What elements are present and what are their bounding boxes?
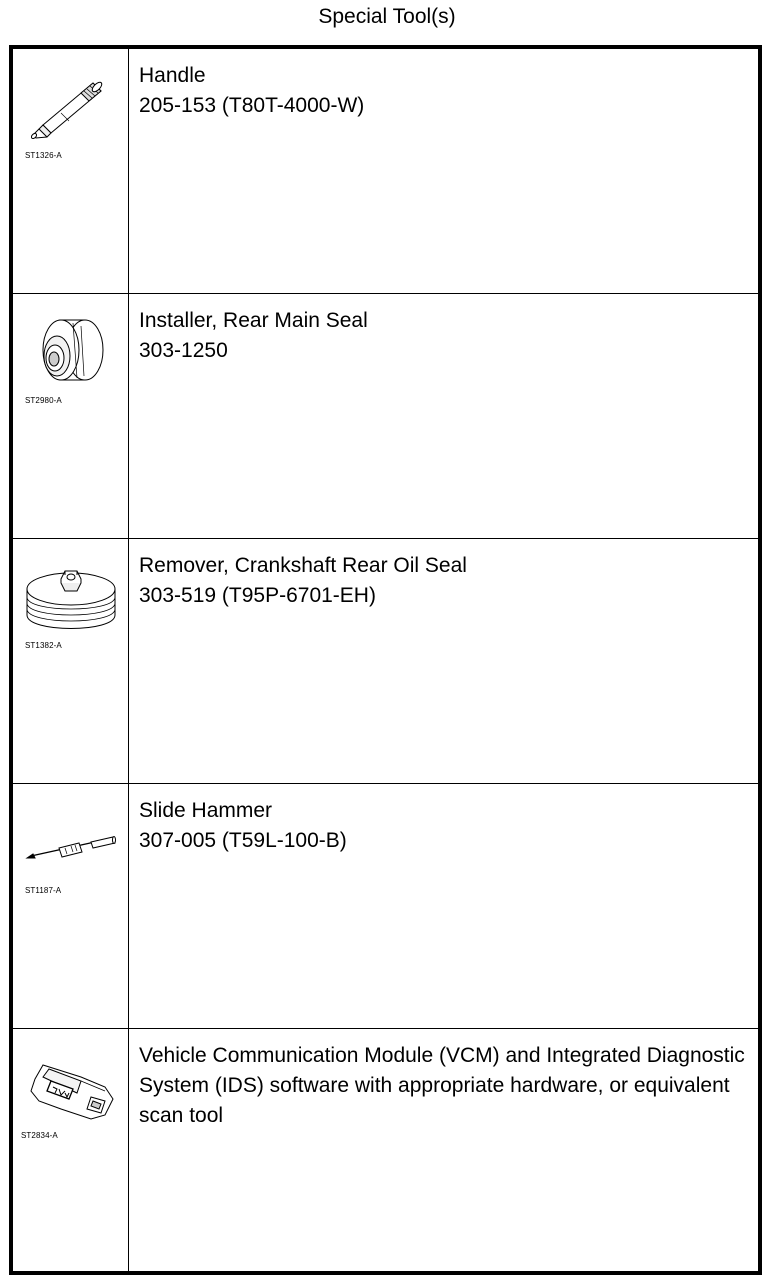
tool-name: Slide Hammer — [139, 799, 273, 822]
special-tools-table — [9, 45, 762, 1275]
tool-description — [139, 1041, 749, 1131]
table-row — [13, 784, 758, 1029]
tool-number: 303-1250 — [139, 339, 228, 362]
tool-description — [139, 551, 749, 611]
tool-name: Remover, Crankshaft Rear Oil Seal — [139, 554, 467, 577]
tool-image-cell — [13, 49, 129, 293]
slide-hammer-icon — [21, 798, 121, 888]
tool-image-code: ST1326-A — [25, 151, 62, 160]
tool-image-cell — [13, 294, 129, 538]
seal-installer-icon — [21, 308, 121, 398]
vcm-module-icon — [21, 1043, 121, 1133]
seal-remover-icon — [21, 553, 121, 643]
table-row — [13, 49, 758, 294]
handle-icon — [21, 63, 121, 153]
tool-image-cell — [13, 539, 129, 783]
tool-description — [139, 796, 749, 856]
tool-description — [139, 306, 749, 366]
tool-number: 303-519 (T95P-6701-EH) — [139, 584, 376, 607]
tool-name: Installer, Rear Main Seal — [139, 309, 368, 332]
table-row — [13, 294, 758, 539]
tool-image-code: ST1187-A — [25, 886, 62, 895]
tool-image-code: ST1382-A — [25, 641, 62, 650]
tool-number: 307-005 (T59L-100-B) — [139, 829, 347, 852]
tool-name: Vehicle Communication Module (VCM) and Integrated Diagnostic System (IDS) software with appropriate hardware, or equivalent scan tool — [139, 1044, 745, 1127]
tool-image-cell — [13, 1029, 129, 1271]
tool-image-cell — [13, 784, 129, 1028]
tool-description — [139, 61, 749, 121]
table-row — [13, 1029, 758, 1271]
tool-number: 205-153 (T80T-4000-W) — [139, 94, 365, 117]
tool-image-code: ST2834-A — [21, 1131, 58, 1140]
table-row — [13, 539, 758, 784]
tool-image-code: ST2980-A — [25, 396, 62, 405]
page-title: Special Tool(s) — [318, 5, 456, 28]
tool-name: Handle — [139, 64, 206, 87]
